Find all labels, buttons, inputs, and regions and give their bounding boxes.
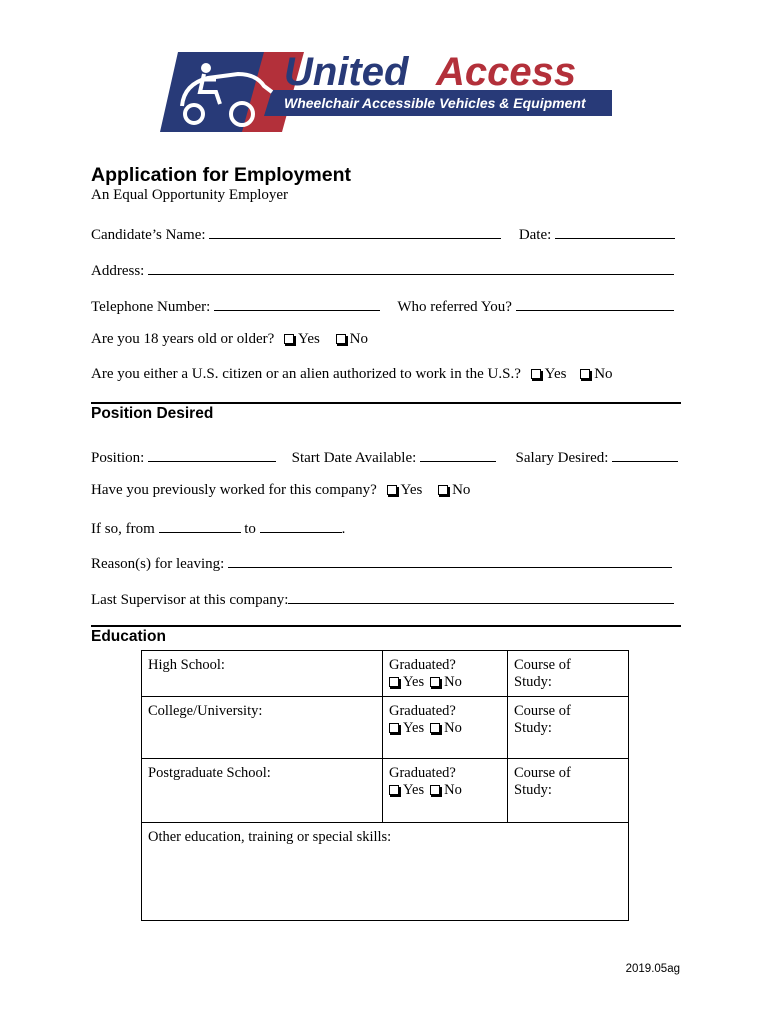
date-label: Date: (518, 227, 552, 243)
age-no-label: No (349, 331, 368, 347)
graduated-yes-checkbox[interactable] (389, 785, 399, 795)
prev-worked-label: Have you previously worked for this company? (91, 482, 377, 498)
address-row (91, 260, 674, 280)
table-row (142, 759, 629, 823)
table-row (142, 651, 629, 697)
section-divider (91, 402, 681, 404)
school-label: Postgraduate School: (148, 765, 271, 781)
graduated-no-label: No (444, 720, 462, 736)
to-date-field[interactable] (260, 518, 342, 533)
graduated-no-label: No (444, 674, 462, 690)
school-cell[interactable] (142, 651, 383, 697)
graduated-yes-label: Yes (403, 674, 425, 690)
citizen-question-row (91, 366, 613, 383)
from-label: If so, from (91, 521, 155, 537)
course-label-line1: Course of (514, 657, 571, 673)
prev-worked-yes-checkbox[interactable] (387, 485, 397, 495)
citizen-yes-checkbox[interactable] (531, 369, 541, 379)
other-education-cell[interactable] (142, 823, 629, 921)
position-field[interactable] (148, 447, 276, 462)
course-label-line2: Study: (514, 720, 552, 736)
prev-worked-row (91, 482, 470, 499)
reasons-row (91, 553, 672, 573)
telephone-label: Telephone Number: (91, 299, 211, 315)
to-label: to (244, 521, 256, 537)
from-date-field[interactable] (159, 518, 241, 533)
prev-worked-no-label: No (452, 482, 471, 498)
course-label-line2: Study: (514, 782, 552, 798)
candidate-name-field[interactable] (209, 224, 501, 239)
supervisor-row (91, 589, 674, 609)
graduated-label: Graduated? (389, 765, 456, 781)
logo-tagline: Wheelchair Accessible Vehicles & Equipment (284, 95, 586, 111)
age-question-row (91, 331, 368, 348)
form-version-code: 2019.05ag (625, 963, 680, 975)
dates-row (91, 518, 345, 538)
dates-period: . (341, 521, 346, 537)
citizen-yes-label: Yes (544, 366, 567, 382)
address-label: Address: (91, 263, 145, 279)
graduated-yes-label: Yes (403, 720, 425, 736)
date-field[interactable] (555, 224, 675, 239)
salary-label: Salary Desired: (515, 450, 609, 466)
reasons-label: Reason(s) for leaving: (91, 556, 225, 572)
table-row (142, 823, 629, 921)
salary-field[interactable] (612, 447, 678, 462)
graduated-no-label: No (444, 782, 462, 798)
graduated-label: Graduated? (389, 703, 456, 719)
graduated-cell (383, 651, 508, 697)
section-divider (91, 625, 681, 627)
age-yes-label: Yes (298, 331, 320, 347)
candidate-name-label: Candidate’s Name: (91, 227, 206, 243)
education-section-heading: Education (91, 628, 166, 645)
start-date-label: Start Date Available: (291, 450, 417, 466)
graduated-cell (383, 697, 508, 759)
other-education-label: Other education, training or special skills: (148, 829, 392, 845)
telephone-row (91, 296, 674, 316)
school-cell[interactable] (142, 759, 383, 823)
citizen-question-label: Are you either a U.S. citizen or an alien authorized to work in the U.S.? (91, 366, 521, 382)
supervisor-field[interactable] (288, 589, 674, 604)
address-field[interactable] (148, 260, 674, 275)
position-section-heading: Position Desired (91, 405, 214, 422)
course-cell[interactable] (508, 651, 629, 697)
candidate-name-row (91, 224, 675, 244)
reasons-field[interactable] (228, 553, 672, 568)
form-subtitle: An Equal Opportunity Employer (91, 187, 289, 203)
logo-brand-united: United (284, 50, 409, 94)
course-cell[interactable] (508, 759, 629, 823)
graduated-no-checkbox[interactable] (430, 785, 440, 795)
referred-field[interactable] (516, 296, 674, 311)
graduated-yes-checkbox[interactable] (389, 723, 399, 733)
telephone-field[interactable] (214, 296, 380, 311)
course-label-line1: Course of (514, 703, 571, 719)
company-logo (160, 44, 612, 140)
citizen-no-label: No (594, 366, 613, 382)
school-cell[interactable] (142, 697, 383, 759)
logo-brand-access: Access (436, 50, 577, 94)
start-date-field[interactable] (420, 447, 496, 462)
graduated-yes-label: Yes (403, 782, 425, 798)
prev-worked-no-checkbox[interactable] (438, 485, 448, 495)
graduated-cell (383, 759, 508, 823)
citizen-no-checkbox[interactable] (580, 369, 590, 379)
age-yes-checkbox[interactable] (284, 334, 294, 344)
form-title: Application for Employment (91, 164, 352, 186)
table-row (142, 697, 629, 759)
course-label-line1: Course of (514, 765, 571, 781)
graduated-no-checkbox[interactable] (430, 723, 440, 733)
course-label-line2: Study: (514, 674, 552, 690)
graduated-label: Graduated? (389, 657, 456, 673)
position-row (91, 447, 678, 467)
age-question-label: Are you 18 years old or older? (91, 331, 275, 347)
education-table (141, 650, 629, 921)
age-no-checkbox[interactable] (336, 334, 346, 344)
school-label: College/University: (148, 703, 263, 719)
supervisor-label: Last Supervisor at this company: (91, 592, 289, 608)
graduated-yes-checkbox[interactable] (389, 677, 399, 687)
position-label: Position: (91, 450, 145, 466)
graduated-no-checkbox[interactable] (430, 677, 440, 687)
referred-label: Who referred You? (397, 299, 512, 315)
prev-worked-yes-label: Yes (400, 482, 423, 498)
school-label: High School: (148, 657, 225, 673)
course-cell[interactable] (508, 697, 629, 759)
